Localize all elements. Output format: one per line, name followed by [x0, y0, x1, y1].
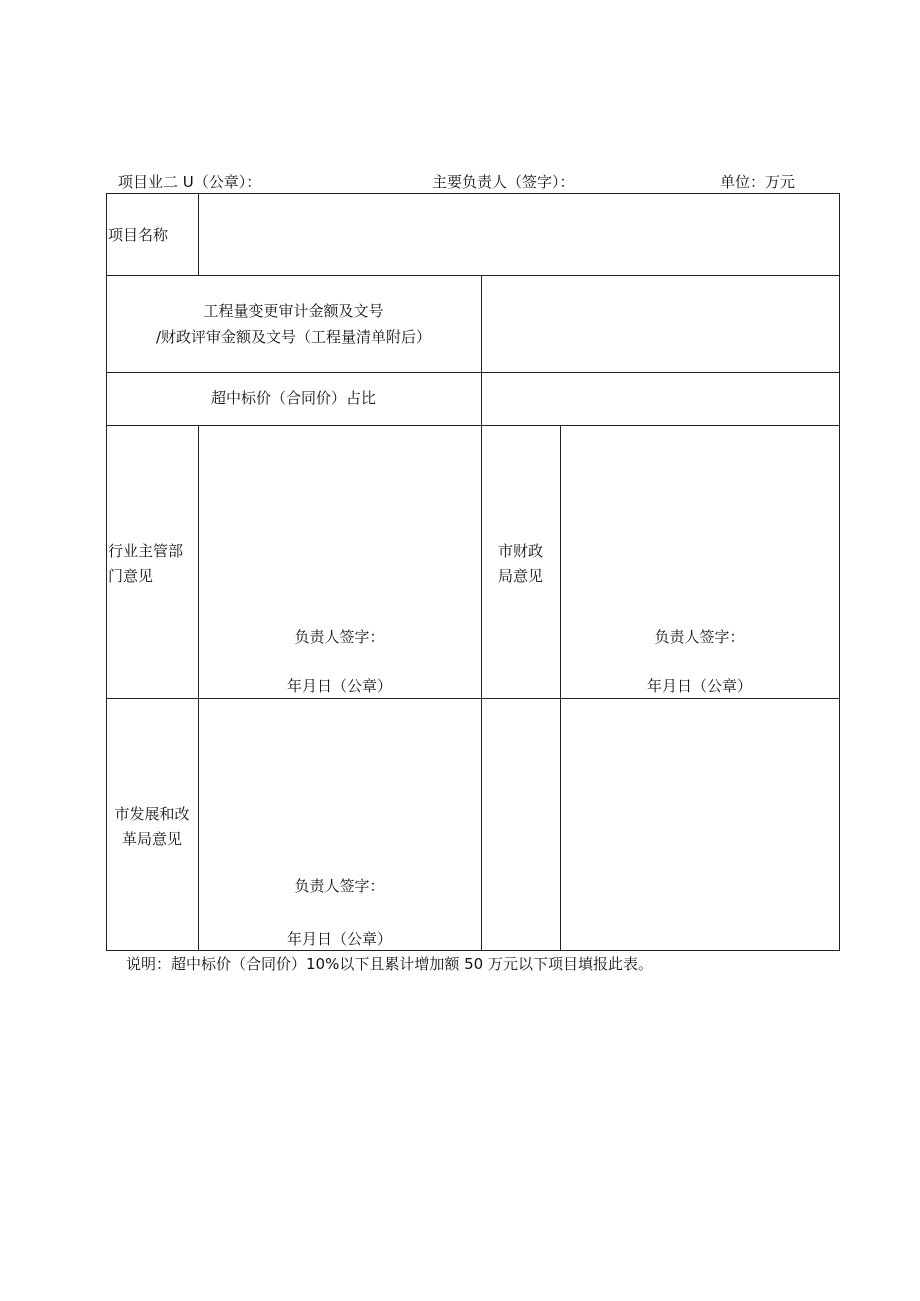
finance-date-seal-label: 年月日（公章）	[646, 677, 752, 695]
ndrc-label-line1: 市发展和改	[114, 805, 190, 823]
responsible-person-label: 主要负责人（签字）：	[432, 173, 575, 191]
row-divider-1	[106, 275, 840, 276]
industry-dept-label-line1: 行业主管部	[108, 542, 184, 560]
ndrc-signature-label: 负责人签字：	[294, 877, 385, 895]
col-divider-label-value	[481, 275, 482, 425]
col-divider-opinion-mid	[481, 425, 482, 951]
unit-label: 单位：万元	[720, 173, 796, 191]
ndrc-label-line2: 革局意见	[121, 830, 182, 848]
industry-signature-label: 负责人签字：	[294, 628, 385, 646]
project-name-field[interactable]	[202, 195, 836, 273]
table-border-right	[839, 193, 840, 951]
row-divider-4	[106, 698, 840, 699]
ratio-field[interactable]	[485, 375, 837, 423]
project-name-label: 项目名称	[108, 226, 169, 244]
finance-bureau-label-line2: 局意见	[497, 567, 543, 585]
industry-dept-label-line2: 门意见	[108, 567, 154, 585]
ratio-label: 超中标价（合同价）占比	[210, 389, 376, 407]
change-amount-field[interactable]	[485, 278, 837, 370]
finance-signature-label: 负责人签字：	[654, 628, 745, 646]
table-border-top	[106, 193, 840, 194]
finance-bureau-label-line1: 市财政	[497, 542, 543, 560]
row-divider-2	[106, 372, 840, 373]
col-divider-name	[198, 193, 199, 275]
change-amount-label-line1: 工程量变更审计金额及文号	[203, 302, 384, 320]
approval-form-table	[106, 193, 840, 951]
industry-date-seal-label: 年月日（公章）	[286, 677, 392, 695]
change-amount-label-line2: /财政评审金额及文号（工程量清单附后）	[155, 328, 432, 346]
organization-seal-label: 项目业二 U（公章）：	[118, 173, 262, 191]
row-divider-3	[106, 425, 840, 426]
ndrc-date-seal-label: 年月日（公章）	[286, 930, 392, 948]
explanation-note: 说明：超中标价（合同价）10%以下且累计增加额 50 万元以下项目填报此表。	[126, 955, 653, 973]
